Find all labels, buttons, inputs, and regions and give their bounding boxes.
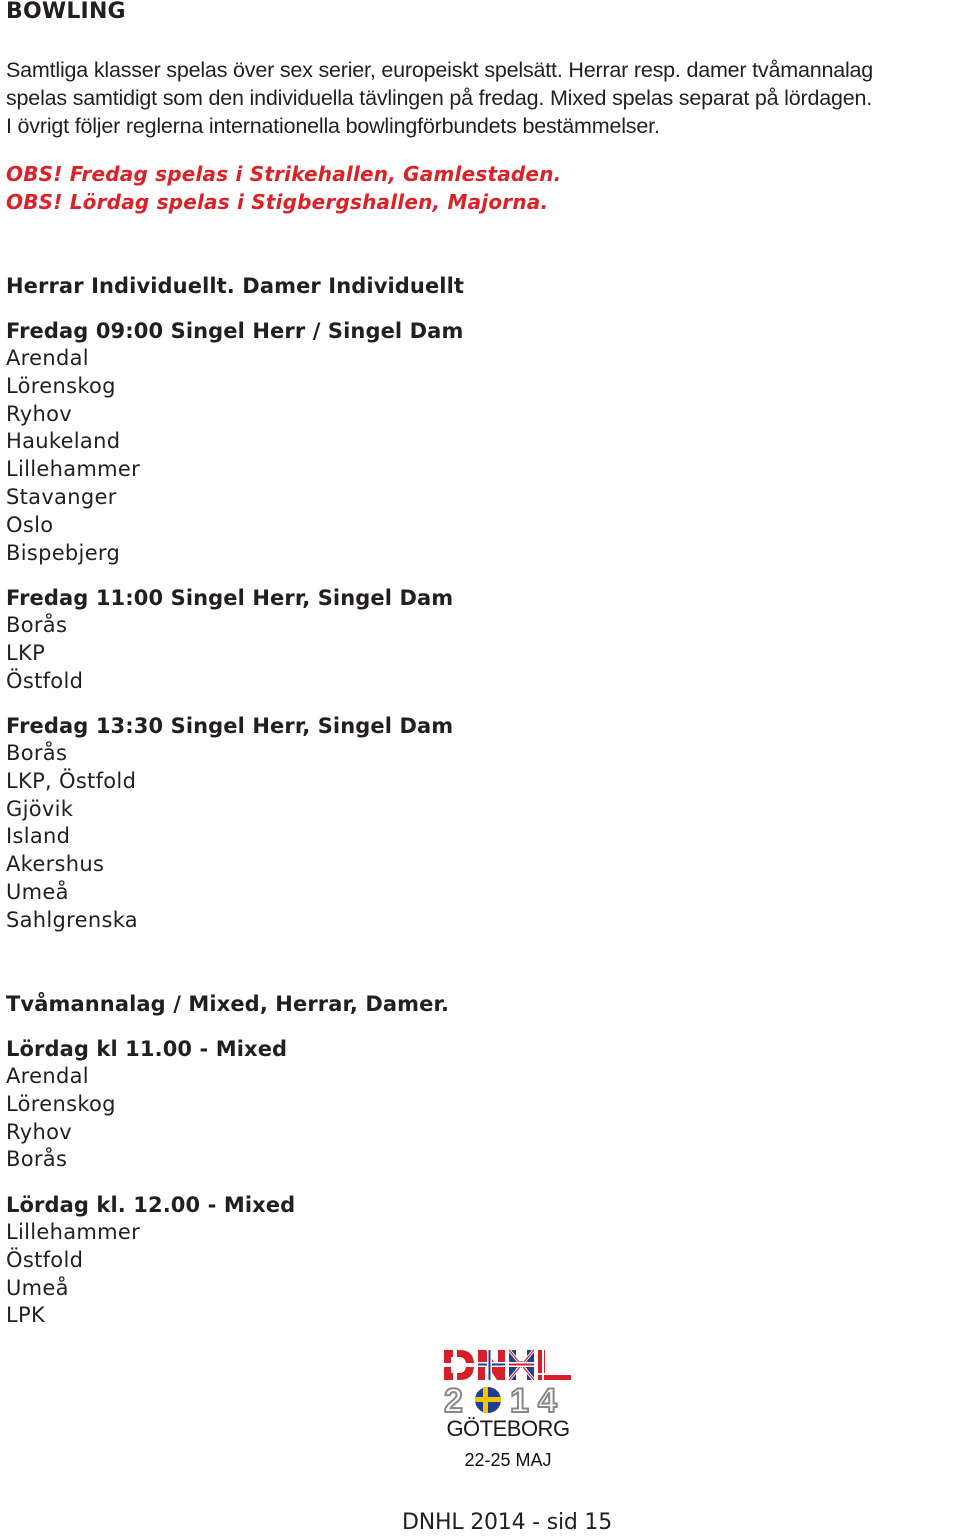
intro-paragraph bbox=[6, 56, 956, 140]
obs-friday: OBS! Fredag spelas i Strikehallen, Gamlestaden. bbox=[6, 162, 562, 186]
session-heading: Fredag 11:00 Singel Herr, Singel Dam bbox=[6, 586, 454, 610]
mixed-session-heading: Lördag kl 11.00 - Mixed bbox=[6, 1037, 288, 1061]
svg-text:4: 4 bbox=[538, 1382, 557, 1420]
page-footer: DNHL 2014 - sid 15 bbox=[402, 1510, 613, 1535]
list-item: Umeå bbox=[6, 879, 69, 904]
mixed-session-heading: Lördag kl. 12.00 - Mixed bbox=[6, 1193, 296, 1217]
page-title: BOWLING bbox=[6, 0, 126, 24]
list-item: LKP, Östfold bbox=[6, 768, 137, 793]
logo-dates: 22-25 MAJ bbox=[464, 1450, 552, 1470]
list-item: Ryhov bbox=[6, 401, 72, 426]
team-list bbox=[6, 345, 140, 567]
list-item: Haukeland bbox=[6, 429, 121, 454]
obs-notice bbox=[6, 160, 561, 216]
list-item: LKP bbox=[6, 640, 46, 665]
list-item: Stavanger bbox=[6, 484, 117, 509]
intro-line: I övrigt följer reglerna internationella bowlingförbundets bestämmelser. bbox=[6, 114, 660, 138]
list-item: Island bbox=[6, 824, 71, 849]
team-list bbox=[6, 1219, 140, 1330]
svg-text:2: 2 bbox=[444, 1382, 463, 1420]
list-item: Östfold bbox=[6, 1247, 84, 1272]
team-list bbox=[6, 1063, 116, 1174]
session-heading: Fredag 09:00 Singel Herr / Singel Dam bbox=[6, 319, 464, 343]
list-item: Umeå bbox=[6, 1275, 69, 1300]
list-item: Borås bbox=[6, 741, 68, 765]
svg-text:1: 1 bbox=[510, 1382, 529, 1420]
list-item: Borås bbox=[6, 613, 68, 637]
team-list bbox=[6, 612, 83, 695]
dnhl-logo-icon bbox=[438, 1340, 578, 1420]
list-item: Sahlgrenska bbox=[6, 907, 138, 932]
year-2014 bbox=[444, 1382, 557, 1420]
list-item: Lillehammer bbox=[6, 1220, 141, 1244]
individual-heading: Herrar Individuellt. Damer Individuellt bbox=[6, 274, 465, 298]
list-item: LPK bbox=[6, 1303, 46, 1328]
obs-saturday: OBS! Lördag spelas i Stigbergshallen, Majorna. bbox=[6, 190, 549, 214]
dnhl-wordmark bbox=[444, 1350, 571, 1380]
list-item: Lillehammer bbox=[6, 457, 141, 482]
team-list bbox=[6, 740, 138, 935]
list-item: Bispebjerg bbox=[6, 540, 121, 565]
list-item: Lörenskog bbox=[6, 373, 116, 398]
pairs-heading: Tvåmannalag / Mixed, Herrar, Damer. bbox=[6, 992, 450, 1016]
list-item: Arendal bbox=[6, 1064, 89, 1088]
list-item: Gjövik bbox=[6, 796, 74, 821]
list-item: Arendal bbox=[6, 346, 89, 370]
logo-city: GÖTEBORG bbox=[446, 1416, 570, 1441]
session-heading: Fredag 13:30 Singel Herr, Singel Dam bbox=[6, 714, 454, 738]
list-item: Ryhov bbox=[6, 1119, 72, 1144]
intro-line: Samtliga klasser spelas över sex serier, europeiskt spelsätt. Herrar resp. damer tvåmannalag bbox=[6, 58, 874, 82]
list-item: Oslo bbox=[6, 512, 54, 537]
list-item: Lörenskog bbox=[6, 1091, 116, 1116]
list-item: Borås bbox=[6, 1147, 68, 1172]
intro-line: spelas samtidigt som den individuella tävlingen på fredag. Mixed spelas separat på lördagen. bbox=[6, 86, 873, 110]
list-item: Akershus bbox=[6, 852, 105, 877]
list-item: Östfold bbox=[6, 668, 84, 693]
dnhl-2014-logo bbox=[438, 1340, 578, 1478]
